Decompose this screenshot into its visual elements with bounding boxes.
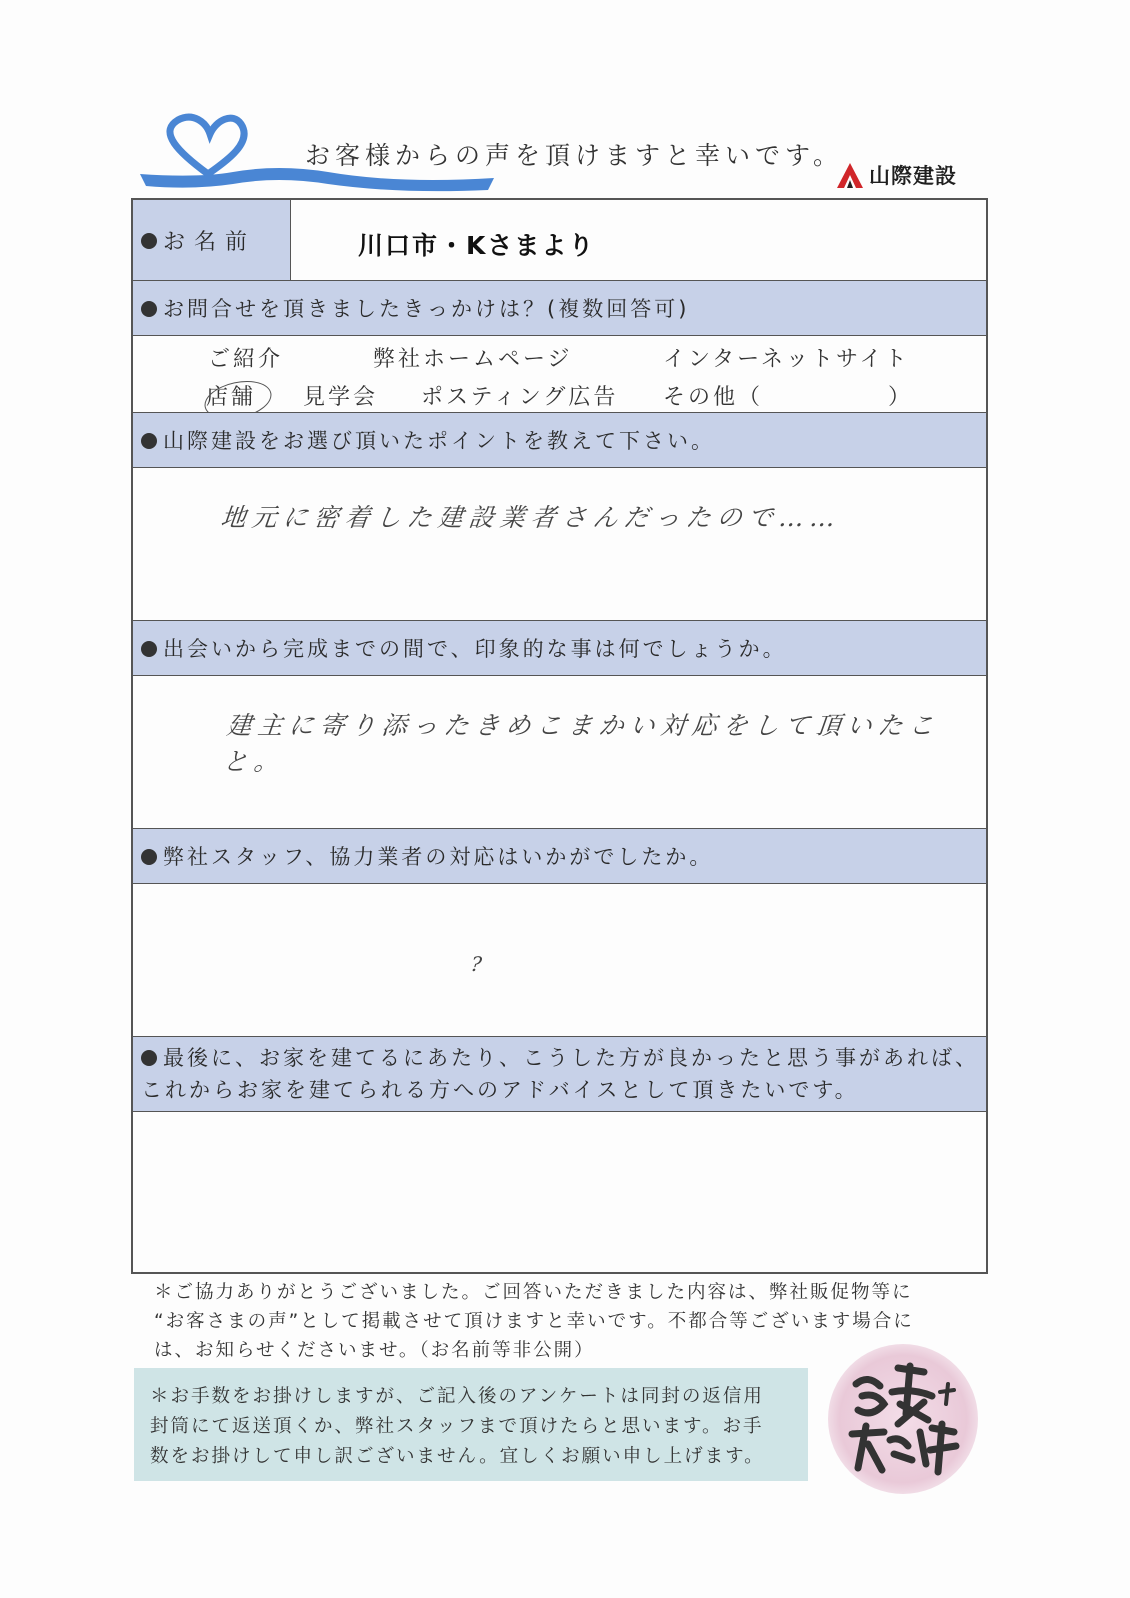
option-open-house[interactable]: 見学会 xyxy=(303,385,379,410)
bullet-icon xyxy=(141,641,157,657)
q2-header: 山際建設をお選び頂いたポイントを教えて下さい。 xyxy=(133,412,986,468)
q3-handwritten-answer: 建主に寄り添ったきめこまかい対応をして頂いたこと。 xyxy=(221,711,942,776)
return-notice-box: ＊お手数をお掛けしますが、ご記入後のアンケートは同封の返信用 封筒にて返送頂くか、弊社スタッフまで頂けたらと思います。お手 数をお掛けして申し訳ございません。宜しくお願い申し上げます。 xyxy=(134,1368,808,1481)
q1-options xyxy=(133,336,986,412)
q3-header: 出会いから完成までの間で、印象的な事は何でしょうか。 xyxy=(133,620,986,676)
footer-note: ＊ご協力ありがとうございました。ご回答いただきました内容は、弊社販促物等に “お客さまの声”として掲載させて頂けますと幸いです。不都合等ございます場合に は、お知らせくださいませ。（お名前等非公開） xyxy=(154,1282,914,1361)
option-referral[interactable]: ご紹介 xyxy=(208,347,284,372)
q4-answer xyxy=(133,884,986,1036)
thanks-stamp-image xyxy=(828,1344,978,1494)
bullet-icon xyxy=(141,233,157,249)
name-value: 川口市・Kさまより xyxy=(358,231,596,260)
q5-answer xyxy=(133,1112,986,1272)
calligraphy-icon xyxy=(828,1344,978,1494)
q2-handwritten-answer: 地元に密着した建設業者さんだったので…… xyxy=(219,503,843,532)
company-logo xyxy=(835,158,957,192)
name-label: お名前 xyxy=(133,200,291,281)
option-homepage[interactable]: 弊社ホームページ xyxy=(373,347,573,372)
q1-header: お問合せを頂きましたきっかけは？(複数回答可) xyxy=(133,280,986,336)
company-name: 山際建設 xyxy=(869,164,957,188)
q3-answer xyxy=(133,676,986,828)
mountain-logo-icon xyxy=(835,160,865,190)
q5-header: 最後に、お家を建てるにあたり、こうした方が良かったと思う事があれば、 これからお家を建てられる方へのアドバイスとして頂きたいです。 xyxy=(133,1036,986,1112)
q4-handwritten-answer: ? xyxy=(469,952,489,976)
name-row xyxy=(133,200,986,282)
option-posting-ad[interactable]: ポスティング広告 xyxy=(421,385,619,410)
bullet-icon xyxy=(141,433,157,449)
option-other[interactable]: その他（ ） xyxy=(663,385,914,410)
q4-header: 弊社スタッフ、協力業者の対応はいかがでしたか。 xyxy=(133,828,986,884)
page-title: お客様からの声を頂けますと幸いです。 xyxy=(305,141,844,170)
bullet-icon xyxy=(141,301,157,317)
option-store[interactable]: 店舗 xyxy=(206,385,257,410)
survey-form xyxy=(131,198,988,1274)
bullet-icon xyxy=(141,1050,157,1066)
bullet-icon xyxy=(141,849,157,865)
q2-answer xyxy=(133,468,986,620)
option-internet-site[interactable]: インターネットサイト xyxy=(663,347,910,372)
